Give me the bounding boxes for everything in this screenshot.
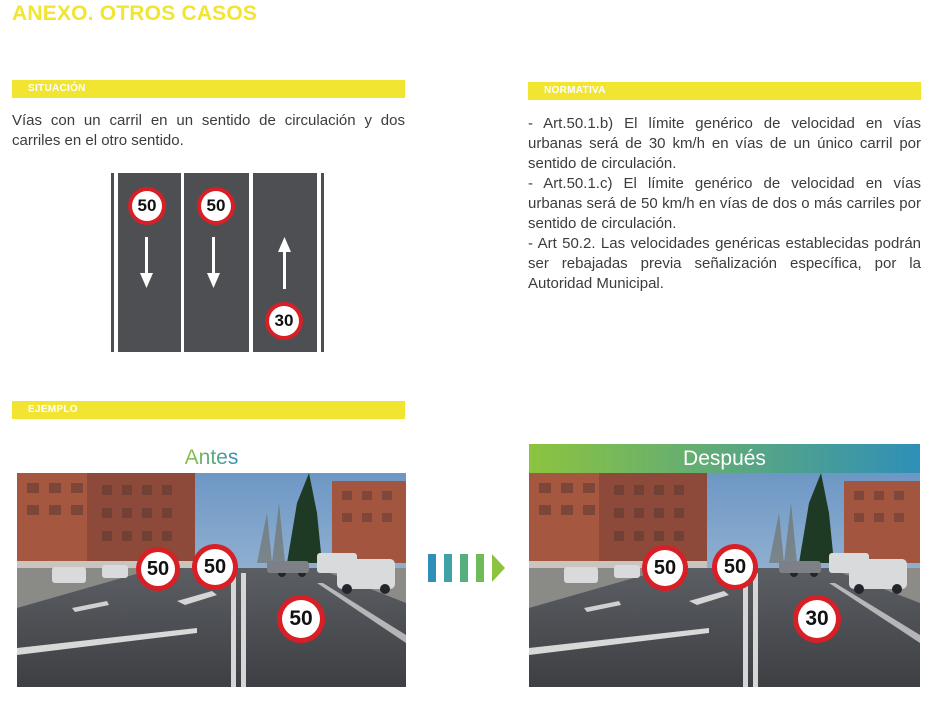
situacion-paragraph: Vías con un carril en un sentido de circulación y dos carriles en el otro sentido.	[12, 112, 405, 149]
down-arrow-icon	[207, 237, 220, 288]
center-line	[249, 173, 253, 352]
antes-label	[17, 444, 406, 472]
ejemplo-header: EJEMPLO	[12, 401, 405, 419]
up-arrow-icon	[278, 237, 291, 289]
situacion-header: SITUACIÓN	[12, 80, 405, 98]
speed-limit-value: 50	[141, 552, 175, 586]
lane-divider-line	[181, 173, 184, 352]
situacion-text	[12, 111, 405, 151]
speed-limit-value: 50	[717, 549, 753, 585]
normativa-item: - Art.50.1.b) El límite genérico de velocidad en vías urbanas será de 30 km/h en vías de un único carril por sentido de circulación.	[528, 115, 921, 172]
speed-limit-value: 50	[282, 600, 320, 638]
speed-limit-value: 30	[269, 306, 299, 336]
normativa-text	[528, 114, 921, 294]
speed-limit-sign	[793, 595, 841, 643]
speed-limit-sign	[197, 187, 235, 225]
speed-limit-value: 50	[132, 191, 162, 221]
despues-photo	[529, 473, 920, 687]
despues-label: Después	[529, 444, 920, 473]
antes-photo	[17, 473, 406, 687]
speed-limit-sign	[128, 187, 166, 225]
speed-limit-sign	[712, 544, 758, 590]
road-edge-line-left	[114, 173, 118, 352]
road-edge-line-right	[317, 173, 321, 352]
speed-limit-value: 50	[197, 549, 233, 585]
normativa-item: - Art 50.2. Las velocidades genéricas establecidas podrán ser rebajadas previa señalización específica, por la Autoridad Municipal.	[528, 235, 921, 292]
page-title: ANEXO. OTROS CASOS	[12, 2, 258, 25]
normativa-item: - Art.50.1.c) El límite genérico de velocidad en vías urbanas será de 50 km/h en vías de dos o más carriles por sentido de circulación.	[528, 175, 921, 232]
speed-limit-sign	[136, 547, 180, 591]
antes-label-text: Antes	[184, 446, 239, 469]
road-diagram	[111, 173, 324, 352]
speed-limit-value: 50	[647, 550, 683, 586]
speed-limit-sign	[265, 302, 303, 340]
transition-arrow	[428, 554, 508, 582]
speed-limit-sign	[192, 544, 238, 590]
normativa-header: NORMATIVA	[528, 82, 921, 100]
speed-limit-value: 50	[201, 191, 231, 221]
down-arrow-icon	[140, 237, 153, 288]
speed-limit-value: 30	[798, 600, 836, 638]
speed-limit-sign	[642, 545, 688, 591]
speed-limit-sign	[277, 595, 325, 643]
chevron-right-icon	[428, 554, 508, 582]
